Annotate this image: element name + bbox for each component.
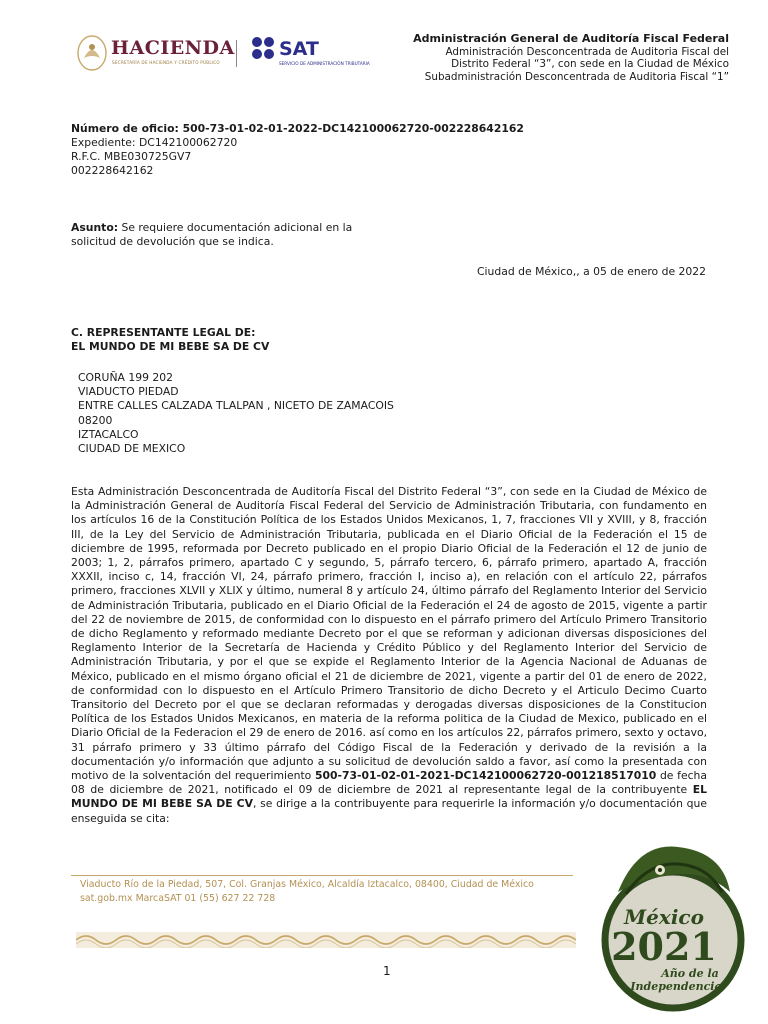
sat-logo-icon	[251, 36, 277, 66]
recipient-address	[78, 371, 394, 456]
date-line: Ciudad de México,, a 05 de enero de 2022	[477, 265, 706, 278]
seal-text-mexico: México	[624, 905, 704, 929]
address-line: CIUDAD DE MEXICO	[78, 442, 186, 456]
logo-divider	[236, 40, 237, 67]
decorative-border-band	[76, 932, 576, 948]
footer-address: Viaducto Río de la Piedad, 507, Col. Granjas México, Alcaldía Iztacalco, 08400, Ciudad de México	[80, 879, 534, 890]
reference-block	[71, 122, 524, 178]
folio-number: 002228642162	[71, 164, 154, 177]
office-line-1: Administración General de Auditoría Fiscal Federal	[413, 32, 729, 45]
body-text: de fecha 08 de diciembre de 2021, notificado el 09 de diciembre de 2021 al representante legal de la contribuyente	[71, 769, 707, 797]
expediente: Expediente: DC142100062720	[71, 136, 238, 149]
footer-divider	[71, 875, 573, 876]
address-line: VIADUCTO PIEDAD	[78, 385, 179, 399]
address-line: ENTRE CALLES CALZADA TLALPAN , NICETO DE ZAMACOIS	[78, 399, 394, 413]
address-line: 08200	[78, 413, 113, 427]
seal-text-independencia: Independencia	[630, 980, 722, 993]
body-text: , se dirige a la contribuyente para requerirle la información y/o documentación que enseguida se cita:	[71, 797, 707, 825]
hacienda-eagle-emblem	[76, 34, 108, 72]
asunto-label: Asunto:	[71, 221, 119, 234]
recipient-block	[71, 326, 269, 354]
issuing-office-block	[413, 33, 729, 83]
sat-logo-text: SAT	[279, 38, 319, 60]
prior-requirement-number: 500-73-01-02-01-2021-DC142100062720-001218517010	[315, 769, 657, 783]
body-paragraph	[71, 485, 707, 826]
recipient-company: EL MUNDO DE MI BEBE SA DE CV	[71, 340, 270, 353]
office-line-3: Distrito Federal “3”, con sede en la Ciudad de México	[451, 58, 729, 70]
address-line: CORUÑA 199 202	[78, 371, 173, 384]
body-text: Esta Administración Desconcentrada de Auditoría Fiscal del Distrito Federal “3”, con sede en la Ciudad de México de la Administración General de Auditoría Fiscal Federal del Servicio de Administración Tributaria, con fundamento en los artículos 16 de la Constitución Política de los Estados Unidos Mexicanos, 1, 7, fracciones VII y XVIII, y 8, fracción III, de la Ley del Servicio de Administración Tributaria, publicada en el Diario Oficial de la Federación el 15 de diciembre de 1995, reformada por Decreto publicado en el propio Diario Oficial de la Federación el 12 de junio de 2003; 1, 2, párrafos primero, apartado C y segundo, 5, párrafo tercero, 6, párrafo primero, apartado A, fracción XXXII, inciso c, 14, fracción VI, 24, párrafo primero, fracción I, inciso a), en relación con el artículo 22, párrafos primero, fracciones XLVII y XLIX y último, numeral 8 y artículo 24, último párrafo del Reglamento Interior del Servicio de Administración Tributaria, publicado en el Diario Oficial de la Federación el 24 de agosto de 2015, vigente a partir del 22 de noviembre de 2015, de conformidad con lo dispuesto en el párrafo primero del Artículo Primero Transitorio de dicho Reglamento y reformado mediante Decreto por el que se reforman y adicionan diversas disposiciones del Reglamento Interior de la Secretaría de Hacienda y Crédito Público y del Reglamento Interior del Servicio de Administración Tributaria, y por el que se expide el Reglamento Interior de la Agencia Nacional de Aduanas de México, publicado en el mismo órgano oficial el 21 de diciembre de 2021, vigente a partir del 01 de enero de 2022, de conformidad con lo dispuesto en el Artículo Primero Transitorio de dicho Decreto y el Articulo Decimo Cuarto Transitorio del Decreto por el que se declaran reformadas y derogadas diversas disposiciones de la Constitucion Política de los Estados Unidos Mexicanos, en materia de la reforma politica de la Ciudad de Mexico, publicado en el Diario Oficial de la Federacion el 29 de enero de 2016. así como en los artículos 22, párrafos primero, sexto y octavo, 31 párrafo primero y 33 último párrafo del Código Fiscal de la Federación y derivado de la revisión a la documentación y/o información que adjunto a su solicitud de devolución saldo a favor, así como la presentada con motivo de la solventación del requerimiento	[71, 485, 707, 783]
address-line: IZTACALCO	[78, 427, 139, 441]
rfc: R.F.C. MBE030725GV7	[71, 150, 192, 163]
mexico-2021-seal	[598, 832, 748, 1024]
recipient-title: C. REPRESENTANTE LEGAL DE:	[71, 326, 256, 339]
asunto-text-2: solicitud de devolución que se indica.	[71, 235, 274, 248]
taxpayer-name: EL MUNDO DE MI BEBE SA DE CV	[71, 783, 707, 811]
hacienda-logo-text: HACIENDA	[111, 37, 235, 59]
hacienda-logo-subtitle: SECRETARÍA DE HACIENDA Y CRÉDITO PÚBLICO	[112, 60, 220, 65]
office-line-4: Subadministración Desconcentrada de Auditoria Fiscal “1”	[424, 70, 729, 83]
page-number: 1	[383, 964, 391, 978]
footer-contact: sat.gob.mx MarcaSAT 01 (55) 627 22 728	[80, 893, 276, 904]
seal-text-year: 2021	[611, 924, 717, 969]
asunto-block	[71, 221, 352, 249]
asunto-text-1: Se requiere documentación adicional en la	[118, 221, 353, 234]
sat-logo-subtitle: SERVICIO DE ADMINISTRACIÓN TRIBUTARIA	[279, 61, 370, 66]
seal-text-anio: Año de la	[661, 967, 719, 980]
oficio-number: Número de oficio: 500-73-01-02-01-2022-DC142100062720-002228642162	[71, 122, 524, 135]
office-line-2: Administración Desconcentrada de Auditoria Fiscal del	[445, 45, 729, 58]
